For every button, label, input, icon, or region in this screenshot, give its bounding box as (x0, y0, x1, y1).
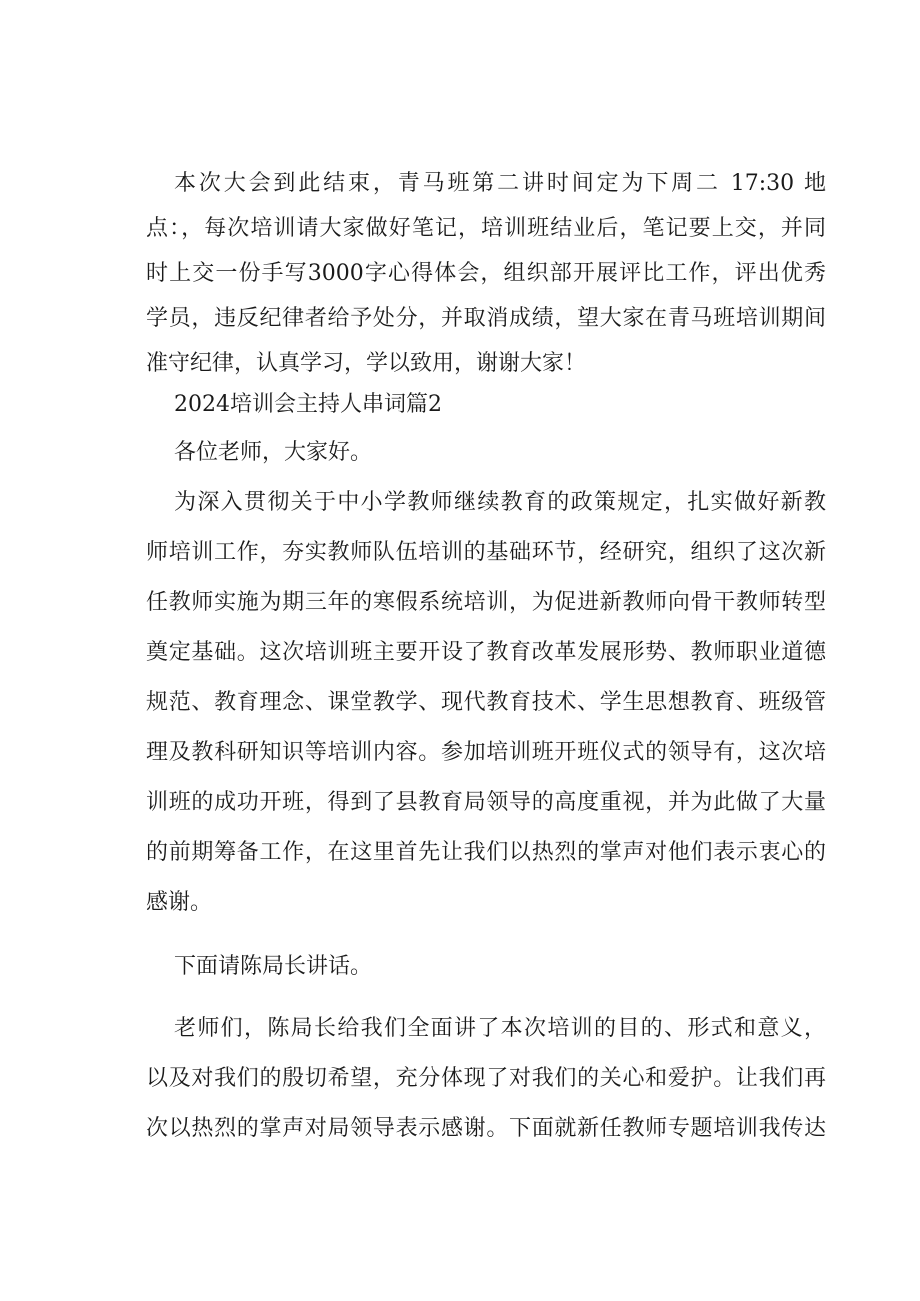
text-line: 奠定基础。这次培训班主要开设了教育改革发展形势、教师职业道德 (146, 640, 826, 665)
paragraph-greeting (146, 435, 826, 471)
text-line: 时上交一份手写3000字心得体会，组织部开展评比工作，评出优秀 (146, 261, 826, 286)
text-line: 任教师实施为期三年的寒假系统培训，为促进新教师向骨干教师转型 (146, 590, 826, 615)
text-line: 的前期筹备工作，在这里首先让我们以热烈的掌声对他们表示衷心的 (146, 840, 826, 865)
section-title (146, 387, 826, 423)
text-line: 本次大会到此结束，青马班第二讲时间定为下周二 17:30 地 (174, 171, 826, 196)
text-line: 以及对我们的殷切希望，充分体现了对我们的关心和爱护。让我们再 (146, 1066, 826, 1091)
text-line: 训班的成功开班，得到了县教育局领导的高度重视，并为此做了大量 (146, 790, 826, 815)
text-line: 学员，违反纪律者给予处分，并取消成绩，望大家在青马班培训期间 (146, 306, 826, 331)
text-line: 理及教科研知识等培训内容。参加培训班开班仪式的领导有，这次培 (146, 740, 826, 765)
paragraph-intro (146, 485, 826, 921)
text-line: 老师们，陈局长给我们全面讲了本次培训的目的、形式和意义， (174, 1016, 826, 1041)
section-title-text: 2024培训会主持人串词篇2 (174, 392, 442, 417)
paragraph-invite-speech (146, 949, 826, 985)
text-line: 师培训工作，夯实教师队伍培训的基础环节，经研究，组织了这次新 (146, 540, 826, 565)
text-line: 点：，每次培训请大家做好笔记，培训班结业后，笔记要上交，并同 (146, 216, 826, 241)
text-line: 次以热烈的掌声对局领导表示感谢。下面就新任教师专题培训我传达 (146, 1116, 826, 1141)
text-line: 为深入贯彻关于中小学教师继续教育的政策规定，扎实做好新教 (174, 490, 826, 515)
paragraph-after-speech (146, 1011, 826, 1147)
text-line: 规范、教育理念、课堂教学、现代教育技术、学生思想教育、班级管 (146, 690, 826, 715)
text-line: 下面请陈局长讲话。 (174, 954, 373, 979)
text-line: 各位老师，大家好。 (174, 440, 373, 465)
document-body (146, 166, 826, 1147)
paragraph-closing (146, 166, 826, 382)
text-line: 感谢。 (146, 890, 213, 915)
text-line: 准守纪律，认真学习，学以致用，谢谢大家！ (146, 351, 587, 376)
